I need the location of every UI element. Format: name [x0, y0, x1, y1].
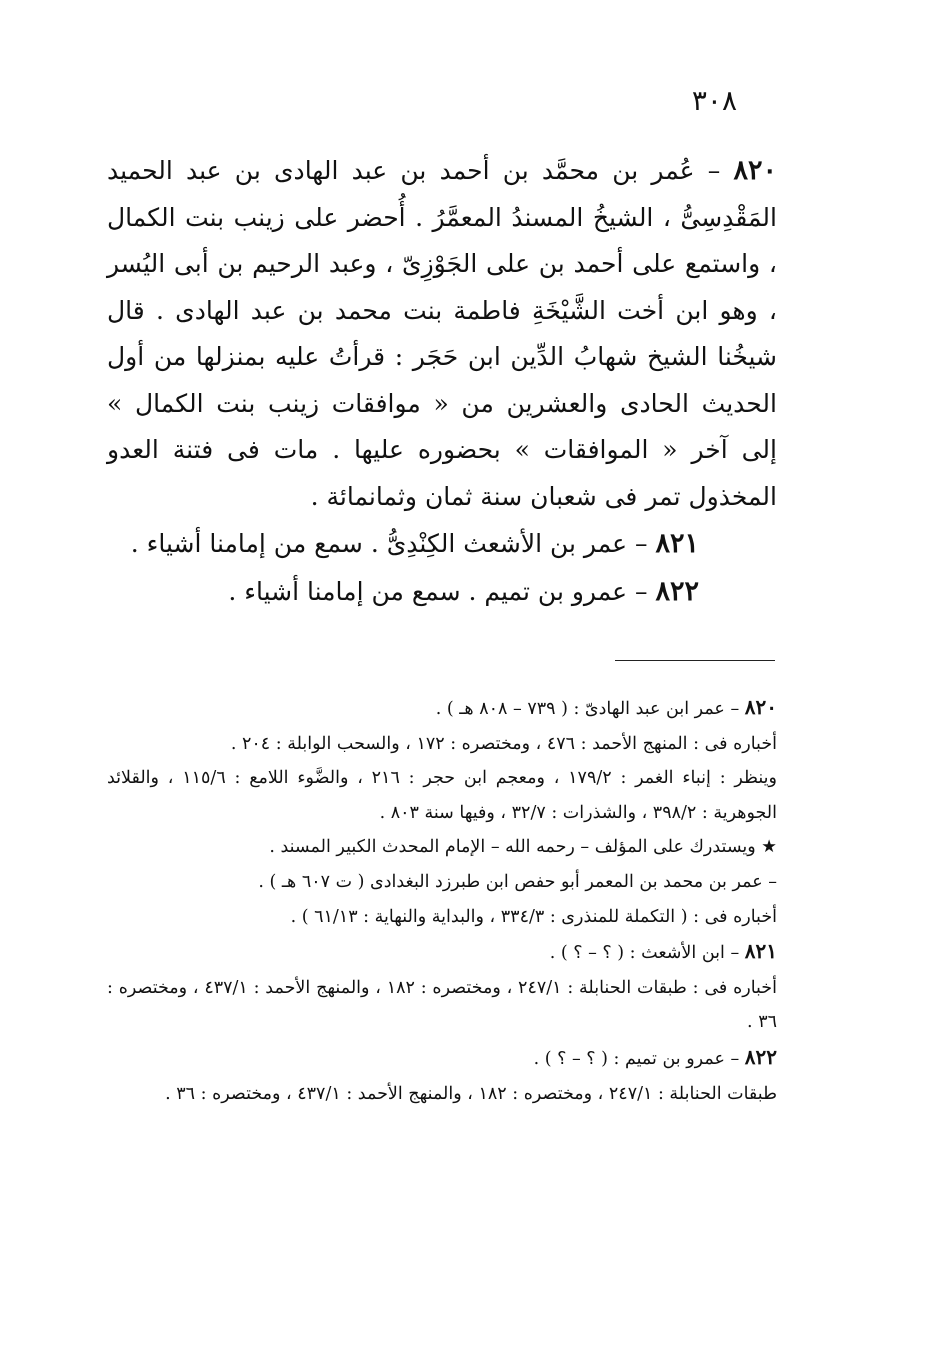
- footnote-number: ٨٢٢: [744, 1044, 777, 1069]
- footnote-heading-text: – ابن الأشعث : ( ؟ – ؟ ) .: [549, 943, 745, 964]
- footnote-820-heading: [107, 690, 777, 727]
- footnote-line: أخباره فى : ( التكملة للمنذرى : ٣٣٤/٣ ، والبداية والنهاية : ٦١/١٣ ) .: [290, 906, 777, 927]
- main-text: [107, 148, 777, 520]
- footnote-line: – عمر بن محمد بن المعمر أبو حفص ابن طبرزد البغدادى ( ت ٦٠٧ هـ ) .: [258, 871, 777, 892]
- entry-number: ٨٢٢: [655, 576, 699, 607]
- entry-822: [107, 568, 777, 616]
- footnote-line: ★ ويستدرك على المؤلف – رحمه الله – الإمام المحدث الكبير المسند .: [269, 837, 777, 858]
- footnote-line: أخباره فى : المنهج الأحمد : ٤٧٦ ، ومختصره : ١٧٢ ، والسحب الوابلة : ٢٠٤ .: [230, 733, 777, 754]
- footnote-number: ٨٢٠: [744, 695, 777, 719]
- footnote-line: وينظر : إنباء الغمر : ١٧٩/٢ ، ومعجم ابن حجر : ٢١٦ ، والضَّوء اللامع : ١١٥/٦ ، والقلائد الجوهرية : ٣٩٨/٢ ، والشذرات : ٣٢/٧ ، وفيها سنة ٨٠٣ .: [107, 768, 777, 823]
- entry-text: – عمر بن الأشعث الكِنْدِىُّ . سمع من إمامنا أشياء .: [130, 529, 656, 558]
- entry-text: – عُمر بن محمَّد بن أحمد بن عبد الهادى بن عبد الحميد المَقْدِسِىُّ ، الشيخُ المسندُ المعمَّرُ . أُحضر على زينب بنت الكمال ، واستمع على أحمد بن على الجَوْزِىّ ، وعبد الرحيم بن أبى اليُسر ، وهو ابن أخت الشَّيْخَةِ فاطمة بنت محمد بن عبد الهادى . قال شيخُنا الشيخ شهابُ الدِّين ابن حَجَر : قرأتُ عليه بمنزلها من أول الحديث الحادى والعشرين من « موافقات زينب بنت الكمال » إلى آخر « الموافقات » بحضوره عليها . مات فى فتنة العدو المخذول تمر فى شعبان سنة ثمان وثمانمائة .: [107, 156, 777, 511]
- footnote-821-heading: [107, 934, 777, 971]
- short-entries: [107, 520, 777, 616]
- footnote-line: طبقات الحنابلة : ٢٤٧/١ ، ومختصره : ١٨٢ ، والمنهج الأحمد : ٤٣٧/١ ، ومختصره : ٣٦ .: [165, 1083, 777, 1104]
- page-number: ٣٠٨: [691, 84, 737, 117]
- footnote-822-heading: [107, 1040, 777, 1077]
- entry-820: [107, 148, 777, 520]
- footnote-separator: [615, 660, 775, 661]
- footnote-line: أخباره فى : طبقات الحنابلة : ٢٤٧/١ ، ومختصره : ١٨٢ ، والمنهج الأحمد : ٤٣٧/١ ، ومختصره : ٣٦ .: [107, 977, 777, 1033]
- entry-text: – عمرو بن تميم . سمع من إمامنا أشياء .: [228, 577, 656, 606]
- footnote-number: ٨٢١: [744, 939, 777, 964]
- entry-821: [107, 520, 777, 568]
- entry-number: ٨٢١: [655, 528, 699, 559]
- footnote-heading-text: – عمرو بن تميم : ( ؟ – ؟ ) .: [533, 1048, 745, 1069]
- entry-number: ٨٢٠: [733, 155, 777, 186]
- footnotes: [107, 690, 777, 1111]
- footnote-heading-text: – عمر ابن عبد الهادىّ : ( ٧٣٩ – ٨٠٨ هـ ) .: [435, 699, 745, 719]
